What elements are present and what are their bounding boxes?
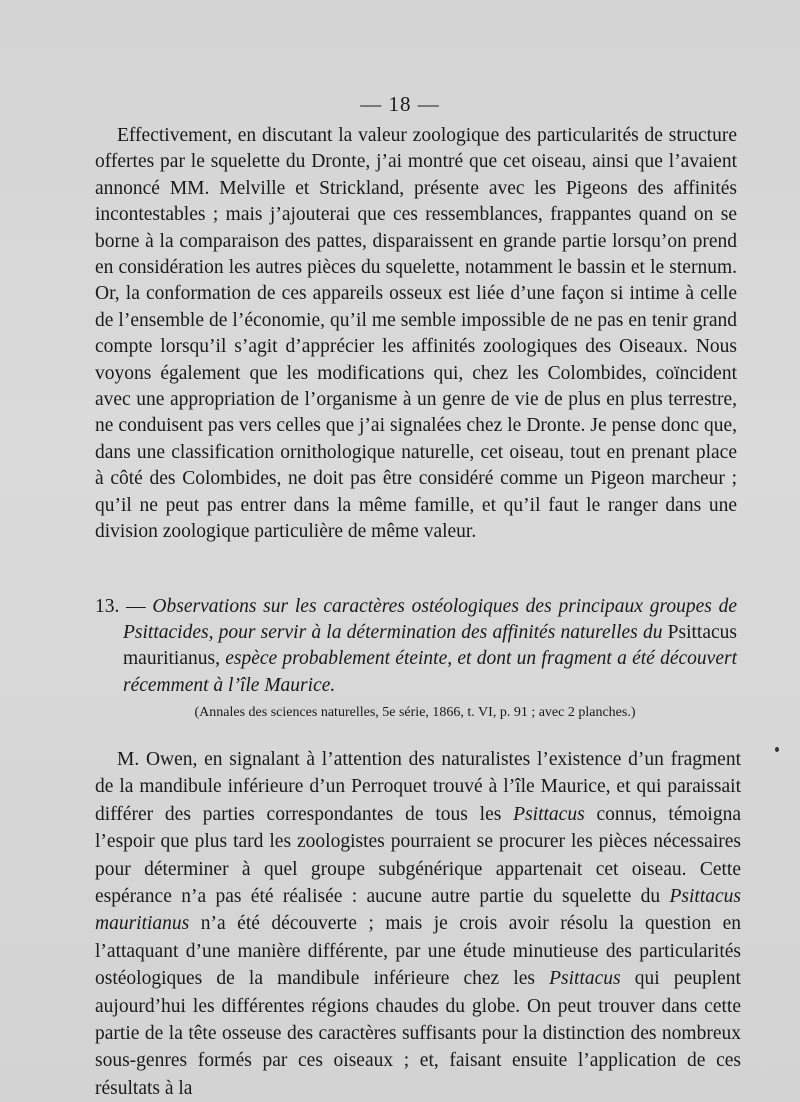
paragraph-owen-italic-3: Psittacus (549, 968, 621, 990)
bibliography-entry-13 (95, 594, 737, 699)
paragraph-owen-part-1: M. Owen, en signalant à l’attention des naturalistes l’existence d’un fragment de la mandibule inférieure d’un Perroquet trouvé à l’île Maurice, et qui paraissait différer des parties correspondantes de tous les (95, 749, 741, 825)
entry-title-species: Psittacus mauritianus, (123, 622, 737, 670)
page-number: — 18 — (360, 92, 440, 116)
entry-dash: — (119, 596, 153, 617)
paragraph-owen-part-2: connus, témoigna l’espoir que plus tard les zoologistes pourraient se procurer les pièces nécessaires pour déterminer à quel groupe subgénérique appartenait cet oiseau. Cette espérance n’a pas été réalisée : aucune autre partie du squelette du (95, 803, 741, 908)
paragraph-dronte: Effectivement, en discutant la valeur zoologique des particularités de structure offertes par le squelette du Dronte, j’ai montré que cet oiseau, ainsi que l’avaient annoncé MM. Melville et Strickland, présente avec les Pigeons des affinités incontestables ; mais j’ajouterai que ces ressemblances, frappantes quand on se borne à la comparaison des pattes, disparaissent en grande partie lorsqu’on prend en considération les autres pièces du squelette, notamment le bassin et le sternum. Or, la conformation de ces appareils osseux est liée d’une façon si intime à celle de l’ensemble de l’économie, qu’il me semble impossible de ne pas en tenir grand compte lorsqu’il s’agit d’apprécier les affinités zoologiques des Oiseaux. Nous voyons également que les modifications qui, chez les Colombides, coïncident avec une appropriation de l’organisme à un genre de vie de plus en plus terrestre, ne conduisent pas vers celles que j’ai signalées chez le Dronte. Je pense donc que, dans une classification ornithologique naturelle, cet oiseau, tout en prenant place à côté des Colombides, ne doit pas être considéré comme un Pigeon marcheur ; qu’il ne peut pas entrer dans la même famille, et qu’il faut le ranger dans une division zoologique particulière de même valeur. (95, 125, 737, 543)
entry-number: 13. (95, 596, 120, 617)
paragraph-owen (95, 746, 741, 1102)
ink-speck (775, 747, 779, 752)
entry-title-italic-1: Observations sur les caractères ostéologiques des principaux groupes de Psittacides, pour servir à la détermination des affinités naturelles du (123, 596, 737, 644)
entry-title-italic-2: espèce probablement éteinte, et dont un fragment a été découvert récemment à l’île Maurice. (123, 648, 737, 696)
paragraph-owen-italic-1: Psittacus (513, 803, 585, 825)
paragraph-owen-italic-2: Psittacus mauritianus (95, 886, 741, 935)
entry-source-citation: (Annales des sciences naturelles, 5e série, 1866, t. VI, p. 91 ; avec 2 planches.) (194, 705, 636, 720)
paragraph-owen-part-4: qui peuplent aujourd’hui les différentes régions chaudes du globe. On peut trouver dans cette partie de la tête osseuse des caractères suffisants pour la distinction des nombreux sous-genres formés par ces oiseaux ; et, faisant ensuite l’application de ces résultats à la (95, 968, 741, 1099)
paragraph-owen-part-3: n’a été découverte ; mais je crois avoir résolu la question en l’attaquant d’une manière différente, par une étude minutieuse des particularités ostéologiques de la mandibule inférieure chez les (95, 913, 741, 990)
